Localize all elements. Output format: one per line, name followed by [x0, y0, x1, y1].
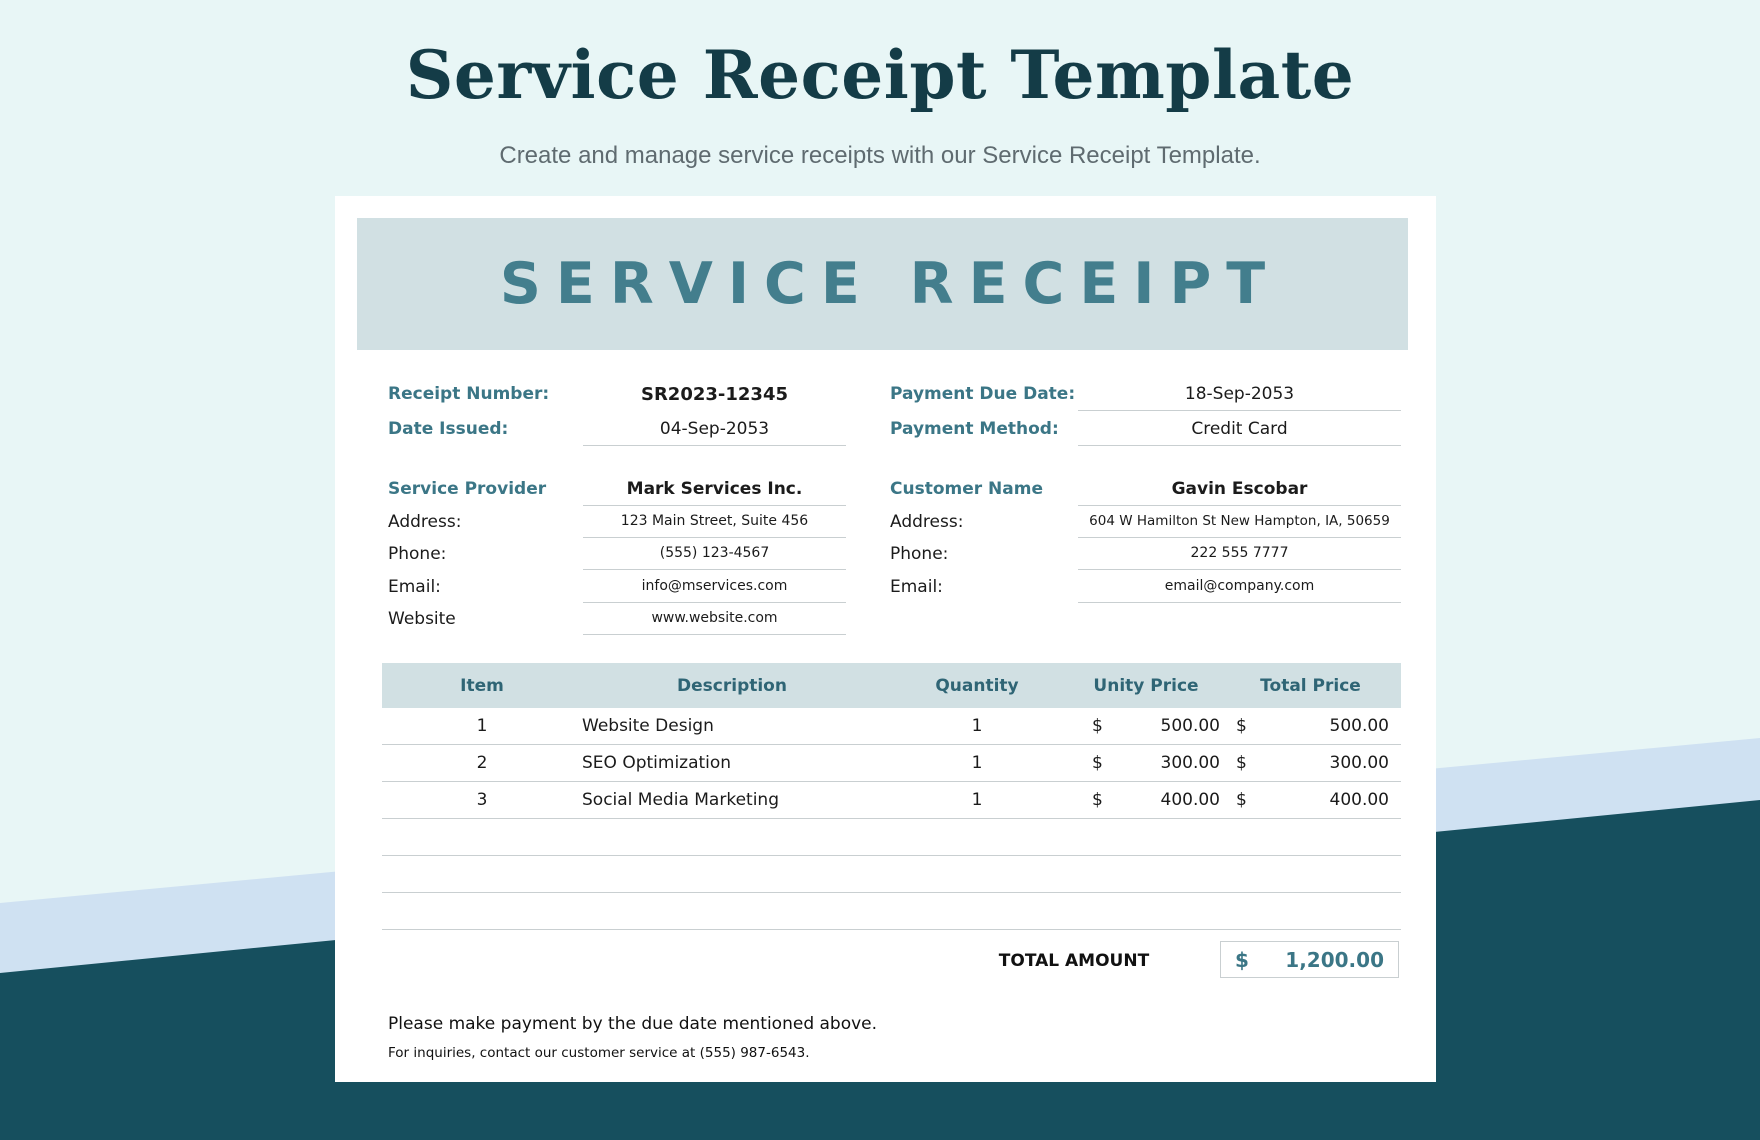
table-row[interactable] — [382, 708, 1401, 745]
date-issued-value[interactable]: 04-Sep-2053 — [583, 413, 846, 446]
row-description: Website Design — [582, 716, 714, 736]
header-unit-price: Unity Price — [1093, 675, 1199, 696]
table-row-empty[interactable] — [382, 893, 1401, 930]
customer-email-value[interactable]: email@company.com — [1078, 570, 1401, 603]
row-quantity: 1 — [971, 716, 983, 736]
payment-note: Please make payment by the due date mentioned above. — [388, 1014, 878, 1034]
receipt-banner — [357, 218, 1408, 350]
page-title: Service Receipt Template — [405, 36, 1355, 114]
row-unit-price — [1072, 790, 1232, 810]
payment-method-label: Payment Method: — [890, 419, 1059, 439]
provider-address-label: Address: — [388, 512, 462, 532]
row-total-price — [1232, 790, 1401, 810]
receipt-number-label: Receipt Number: — [388, 384, 550, 404]
row-quantity: 1 — [971, 790, 983, 810]
customer-address-label: Address: — [890, 512, 964, 532]
customer-phone-value[interactable]: 222 555 7777 — [1078, 537, 1401, 570]
row-item: 1 — [476, 716, 488, 736]
row-item: 3 — [476, 790, 488, 810]
row-description: SEO Optimization — [582, 753, 732, 773]
row-item: 2 — [476, 753, 488, 773]
total-amount-box[interactable] — [1220, 941, 1399, 978]
table-row-empty[interactable] — [382, 856, 1401, 893]
total-currency-symbol: $ — [1235, 947, 1249, 972]
row-total-price — [1232, 753, 1401, 773]
provider-phone-label: Phone: — [388, 544, 447, 564]
header-total-price: Total Price — [1260, 675, 1361, 696]
date-issued-label: Date Issued: — [388, 419, 509, 439]
unit-price-value: 400.00 — [1160, 790, 1220, 810]
unit-price-value: 500.00 — [1160, 716, 1220, 736]
total-price-value: 500.00 — [1329, 716, 1389, 736]
currency-symbol: $ — [1236, 790, 1247, 810]
payment-due-label: Payment Due Date: — [890, 384, 1076, 404]
payment-method-value[interactable]: Credit Card — [1078, 413, 1401, 446]
table-row-empty[interactable] — [382, 819, 1401, 856]
provider-website-label: Website — [388, 609, 456, 629]
row-quantity: 1 — [971, 753, 983, 773]
currency-symbol: $ — [1092, 790, 1103, 810]
unit-price-value: 300.00 — [1160, 753, 1220, 773]
total-price-value: 400.00 — [1329, 790, 1389, 810]
header-description: Description — [677, 675, 787, 696]
customer-phone-label: Phone: — [890, 544, 949, 564]
provider-email-label: Email: — [388, 577, 441, 597]
customer-address-value[interactable]: 604 W Hamilton St New Hampton, IA, 50659 — [1078, 505, 1401, 538]
page-subtitle: Create and manage service receipts with our Service Receipt Template. — [499, 142, 1261, 169]
currency-symbol: $ — [1092, 716, 1103, 736]
provider-phone-value[interactable]: (555) 123-4567 — [583, 537, 846, 570]
customer-email-label: Email: — [890, 577, 943, 597]
row-unit-price — [1072, 716, 1232, 736]
currency-symbol: $ — [1236, 753, 1247, 773]
total-amount-value: 1,200.00 — [1285, 947, 1384, 972]
receipt-document — [335, 196, 1436, 1082]
customer-heading: Customer Name — [890, 479, 1043, 499]
row-unit-price — [1072, 753, 1232, 773]
table-header — [382, 663, 1401, 708]
table-row[interactable] — [382, 782, 1401, 819]
provider-name-value[interactable]: Mark Services Inc. — [583, 473, 846, 506]
header-quantity: Quantity — [935, 675, 1019, 696]
provider-heading: Service Provider — [388, 479, 547, 499]
provider-website-value[interactable]: www.website.com — [583, 602, 846, 635]
customer-name-value[interactable]: Gavin Escobar — [1078, 473, 1401, 506]
total-amount-label: TOTAL AMOUNT — [998, 951, 1150, 971]
receipt-number-value[interactable]: SR2023-12345 — [640, 383, 788, 405]
receipt-banner-title: SERVICE RECEIPT — [499, 251, 1281, 317]
provider-email-value[interactable]: info@mservices.com — [583, 570, 846, 603]
currency-symbol: $ — [1092, 753, 1103, 773]
row-description: Social Media Marketing — [582, 790, 779, 810]
header-item: Item — [460, 675, 504, 696]
items-table — [382, 663, 1401, 930]
row-total-price — [1232, 716, 1401, 736]
provider-address-value[interactable]: 123 Main Street, Suite 456 — [583, 505, 846, 538]
payment-due-value[interactable]: 18-Sep-2053 — [1078, 378, 1401, 411]
table-row[interactable] — [382, 745, 1401, 782]
contact-note: For inquiries, contact our customer service at (555) 987-6543. — [388, 1045, 810, 1061]
currency-symbol: $ — [1236, 716, 1247, 736]
total-price-value: 300.00 — [1329, 753, 1389, 773]
